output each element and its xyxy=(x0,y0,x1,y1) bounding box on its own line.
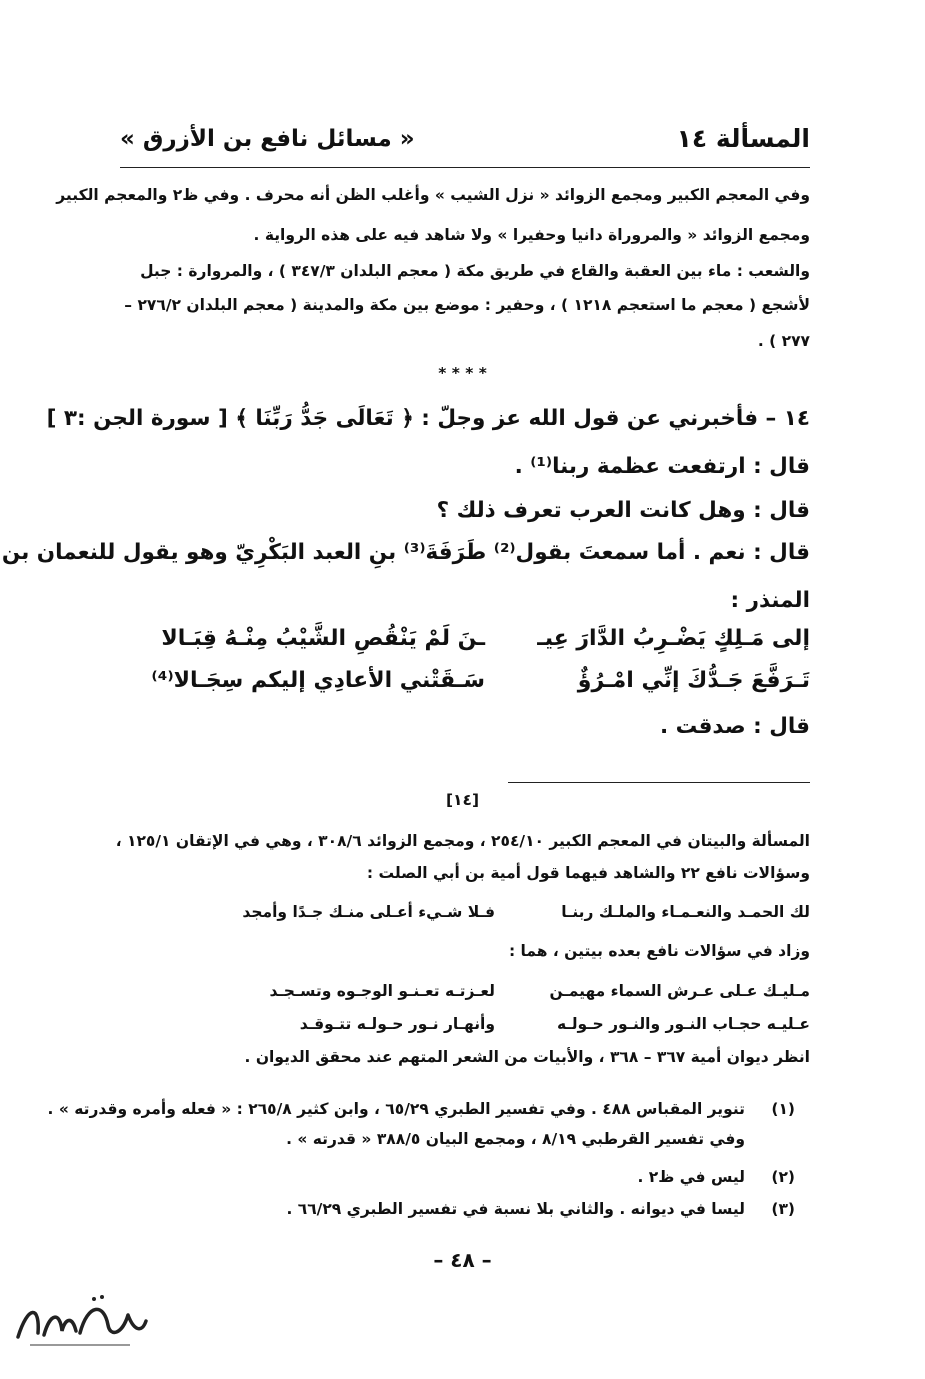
page-header xyxy=(120,124,810,166)
footnote-text: ليس في ظ٢ . xyxy=(637,1168,745,1186)
question-line: ١٤ – فأخبرني عن قول الله عز وجلّ : ﴿ تَعَالَى جَدُّ رَبِّنَا ﴾ [ سورة الجن :٣ ] xyxy=(46,406,810,431)
answer-line: قال : صدقت . xyxy=(659,714,810,739)
footnote-item xyxy=(47,1100,795,1122)
footnote-line: انظر ديوان أمية ٣٦٧ – ٣٦٨ ، والأبيات من الشعر المتهم عند محقق الديوان . xyxy=(244,1048,810,1066)
section-number: المسألة ١٤ xyxy=(676,124,810,153)
footnote-line: وزاد في سؤالات نافع بعده بيتين ، هما : xyxy=(508,942,810,960)
footnote-verse-left: وأنهـار نـور حـولـه تتـوقـد xyxy=(299,1015,495,1033)
footnote-text: تنوير المقباس ٤٨٨ . وفي تفسير الطبري ٦٥/٢٩ ، وابن كثير ٢٦٥/٨ : « فعله وأمره وقدرته » . xyxy=(47,1100,745,1118)
footnote-item xyxy=(115,1200,795,1222)
footnote-verse-right: عـليـه حجـاب النـور والنـور حـولـه xyxy=(557,1015,810,1033)
footnote-number: (٢) xyxy=(771,1168,795,1186)
footnote-number: (١) xyxy=(771,1100,795,1118)
top-note-line: ومجمع الزوائد « والمروراة دانيا وحفيرا » ولا شاهد فيه على هذه الرواية . xyxy=(253,226,810,244)
top-note-line: ٢٧٧ ) . xyxy=(757,332,810,350)
top-note-line: والشعب : ماء بين العقبة والقاع في طريق مكة ( معجم البلدان ٣٤٧/٣ ) ، والمروارة : جبل xyxy=(140,262,810,280)
footnote-item xyxy=(115,1168,795,1190)
footnote-verse-right: مـليـك عـلى عـرش السماء مهيمـن xyxy=(549,982,810,1000)
question-line: قال : وهل كانت العرب تعرف ذلك ؟ xyxy=(436,498,810,523)
top-note-line: وفي المعجم الكبير ومجمع الزوائد « نزل الشيب » وأغلب الظن أنه محرف . وفي ظ٢ والمعجم الكبير xyxy=(56,186,810,204)
footnote-verse-left: فـلا شـيء أعـلى منـك جـدًا وأمجد xyxy=(242,903,495,921)
footnote-number: (٣) xyxy=(771,1200,795,1218)
verse-second-hemistich: سَـقَتْني الأعادِي إليكم سِجَـالا⁽⁴⁾ xyxy=(151,668,485,693)
separator-stars: * * * * xyxy=(438,364,487,382)
footnote-line: وسؤالات نافع ٢٢ والشاهد فيهما قول أمية بن أبي الصلت : xyxy=(366,864,810,882)
answer-line: المنذر : xyxy=(730,588,810,613)
library-stamp xyxy=(10,1285,150,1355)
verse-first-hemistich: إلى مَـلِكٍ يَضْـرِبُ الدَّارَ عِيـ xyxy=(537,626,810,651)
footnote-item xyxy=(115,1130,795,1152)
answer-line: قال : ارتفعت عظمة ربنا⁽¹⁾ . xyxy=(514,454,810,479)
footnote-block-number: [١٤] xyxy=(445,791,480,809)
page-number: – ٤٨ – xyxy=(433,1248,492,1272)
verse-first-hemistich: تَـرَفَّعَ جَـدُّكَ إنِّي امْـرُؤٌ xyxy=(577,668,810,693)
book-title: « مسائل نافع بن الأزرق » xyxy=(120,126,415,152)
footnote-text: وفي تفسير القرطبي ٨/١٩ ، ومجمع البيان ٣٨٨/٥ « قدرته » . xyxy=(286,1130,745,1148)
verse-second-hemistich: ـنَ لَمْ يَنْقُصِ الشَّيْبُ مِنْـهُ قِبَـالا xyxy=(161,626,485,651)
footnote-text: ليسا في ديوانه . والثاني بلا نسبة في تفسير الطبري ٦٦/٢٩ . xyxy=(286,1200,745,1218)
footnote-verse-right: لك الحمـد والنعـمـاء والملـك ربنـا xyxy=(561,903,810,921)
calligraphy-stamp-icon xyxy=(10,1285,150,1355)
footnote-verse-left: لعـزتـه تعـنـو الوجـوه وتسـجـد xyxy=(269,982,495,1000)
top-note-line: لأشجع ( معجم ما استعجم ١٢١٨ ) ، وحفير : موضع بين مكة والمدينة ( معجم البلدان ٢٧٦/٢ – xyxy=(124,296,810,314)
answer-line: قال : نعم . أما سمعتَ بقول⁽²⁾ طَرَفَةَ⁽³⁾ بنِ العبد البَكْرِيّ وهو يقول للنعمان بن xyxy=(1,540,810,565)
footnote-rule xyxy=(508,782,810,783)
footnote-line: المسألة والبيتان في المعجم الكبير ٢٥٤/١٠ ، ومجمع الزوائد ٣٠٨/٦ ، وهي في الإتقان ١٢٥/١ ، xyxy=(115,832,810,850)
header-rule xyxy=(120,167,810,168)
